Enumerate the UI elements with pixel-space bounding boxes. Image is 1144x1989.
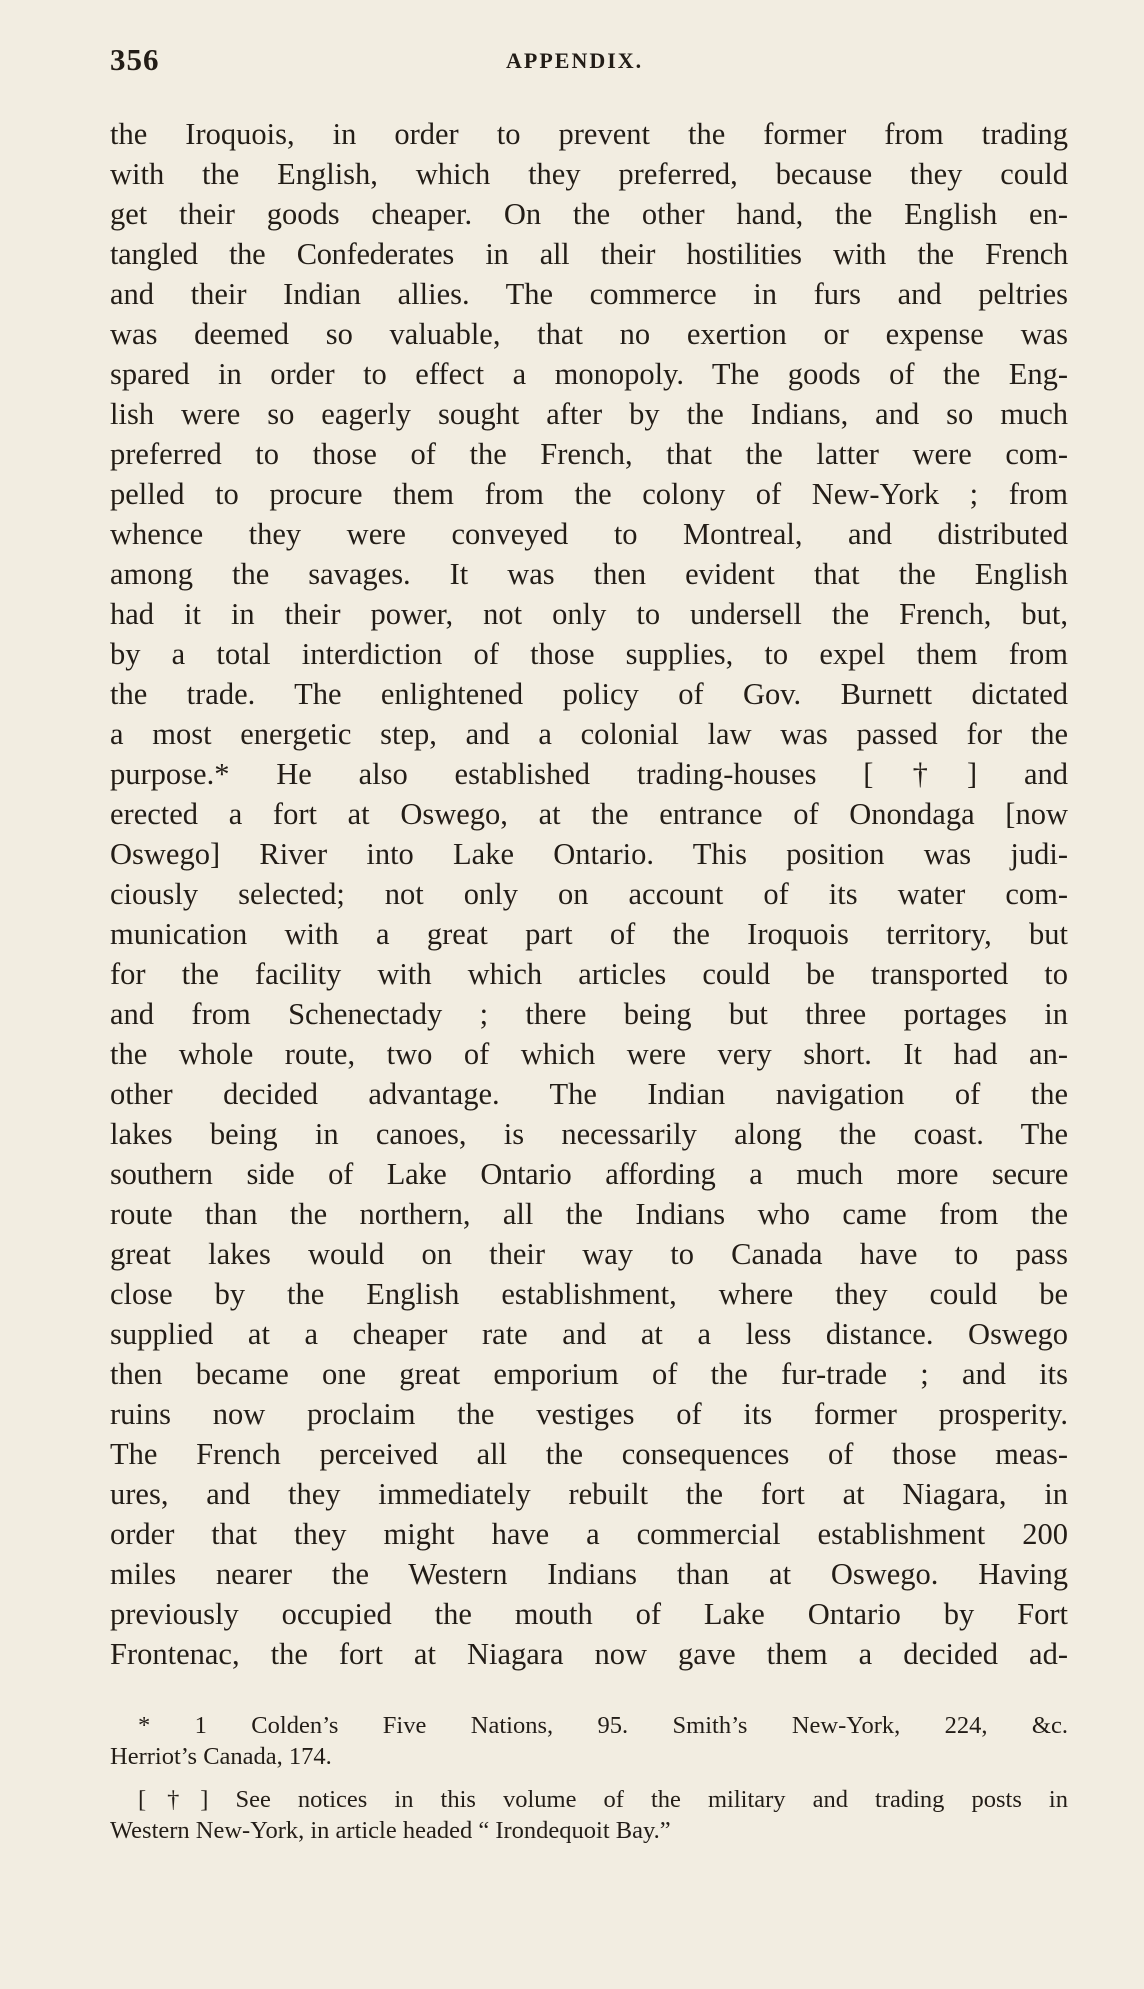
text-line: spared in order to effect a monopoly. The goods of the Eng- xyxy=(110,357,1068,391)
text-line: previously occupied the mouth of Lake Ontario by Fort xyxy=(110,1597,1068,1631)
footnote-line: * 1 Colden’s Five Nations, 95. Smith’s New-York, 224, &c. xyxy=(138,1712,1068,1739)
text-line: then became one great emporium of the fur-trade ; and its xyxy=(110,1357,1068,1391)
text-line: the whole route, two of which were very short. It had an- xyxy=(110,1037,1068,1071)
text-line: was deemed so valuable, that no exertion or expense was xyxy=(110,317,1068,351)
text-line: supplied at a cheaper rate and at a less distance. Oswego xyxy=(110,1317,1068,1351)
text-line: get their goods cheaper. On the other hand, the English en- xyxy=(110,197,1068,231)
text-line: munication with a great part of the Iroquois territory, but xyxy=(110,917,1068,951)
footnote xyxy=(110,1710,1068,1772)
running-head xyxy=(110,42,1060,82)
text-line: lish were so eagerly sought after by the Indians, and so much xyxy=(110,397,1068,431)
text-line: tangled the Confederates in all their hostilities with the French xyxy=(110,237,1068,271)
footnote-line: Herriot’s Canada, 174. xyxy=(110,1743,332,1770)
text-line: route than the northern, all the Indians who came from the xyxy=(110,1197,1068,1231)
text-line: the Iroquois, in order to prevent the former from trading xyxy=(110,117,1068,151)
text-line: erected a fort at Oswego, at the entrance of Onondaga [now xyxy=(110,797,1068,831)
text-line: and their Indian allies. The commerce in furs and peltries xyxy=(110,277,1068,311)
footnotes xyxy=(110,1710,1068,1846)
text-line: a most energetic step, and a colonial law was passed for the xyxy=(110,717,1068,751)
text-line: ures, and they immediately rebuilt the fort at Niagara, in xyxy=(110,1477,1068,1511)
text-line: miles nearer the Western Indians than at Oswego. Having xyxy=(110,1557,1068,1591)
text-line: ciously selected; not only on account of its water com- xyxy=(110,877,1068,911)
text-line: Frontenac, the fort at Niagara now gave them a decided ad- xyxy=(110,1637,1068,1671)
text-line: great lakes would on their way to Canada have to pass xyxy=(110,1237,1068,1271)
text-line: southern side of Lake Ontario affording a much more secure xyxy=(110,1157,1068,1191)
text-line: whence they were conveyed to Montreal, and distributed xyxy=(110,517,1068,551)
text-line: and from Schenectady ; there being but three portages in xyxy=(110,997,1068,1031)
text-line: the trade. The enlightened policy of Gov. Burnett dictated xyxy=(110,677,1068,711)
text-line: purpose.* He also established trading-houses [†] and xyxy=(110,757,1068,791)
footnote-line: Western New-York, in article headed “ Irondequoit Bay.” xyxy=(110,1817,671,1844)
text-line: close by the English establishment, where they could be xyxy=(110,1277,1068,1311)
text-line: by a total interdiction of those supplies, to expel them from xyxy=(110,637,1068,671)
text-line: Oswego] River into Lake Ontario. This position was judi- xyxy=(110,837,1068,871)
text-line: other decided advantage. The Indian navigation of the xyxy=(110,1077,1068,1111)
text-line: had it in their power, not only to undersell the French, but, xyxy=(110,597,1068,631)
text-line: among the savages. It was then evident that the English xyxy=(110,557,1068,591)
text-line: preferred to those of the French, that the latter were com- xyxy=(110,437,1068,471)
text-line: ruins now proclaim the vestiges of its former prosperity. xyxy=(110,1397,1068,1431)
text-line: with the English, which they preferred, because they could xyxy=(110,157,1068,191)
section-title: APPENDIX. xyxy=(506,48,644,73)
text-line: lakes being in canoes, is necessarily along the coast. The xyxy=(110,1117,1068,1151)
text-line: for the facility with which articles could be transported to xyxy=(110,957,1068,991)
footnote xyxy=(110,1784,1068,1846)
text-line: order that they might have a commercial establishment 200 xyxy=(110,1517,1068,1551)
footnote-line: [†] See notices in this volume of the military and trading posts in xyxy=(138,1786,1068,1813)
text-line: pelled to procure them from the colony of New-York ; from xyxy=(110,477,1068,511)
page-number: 356 xyxy=(110,42,160,77)
body-text xyxy=(110,114,1068,1674)
text-line: The French perceived all the consequences of those meas- xyxy=(110,1437,1068,1471)
